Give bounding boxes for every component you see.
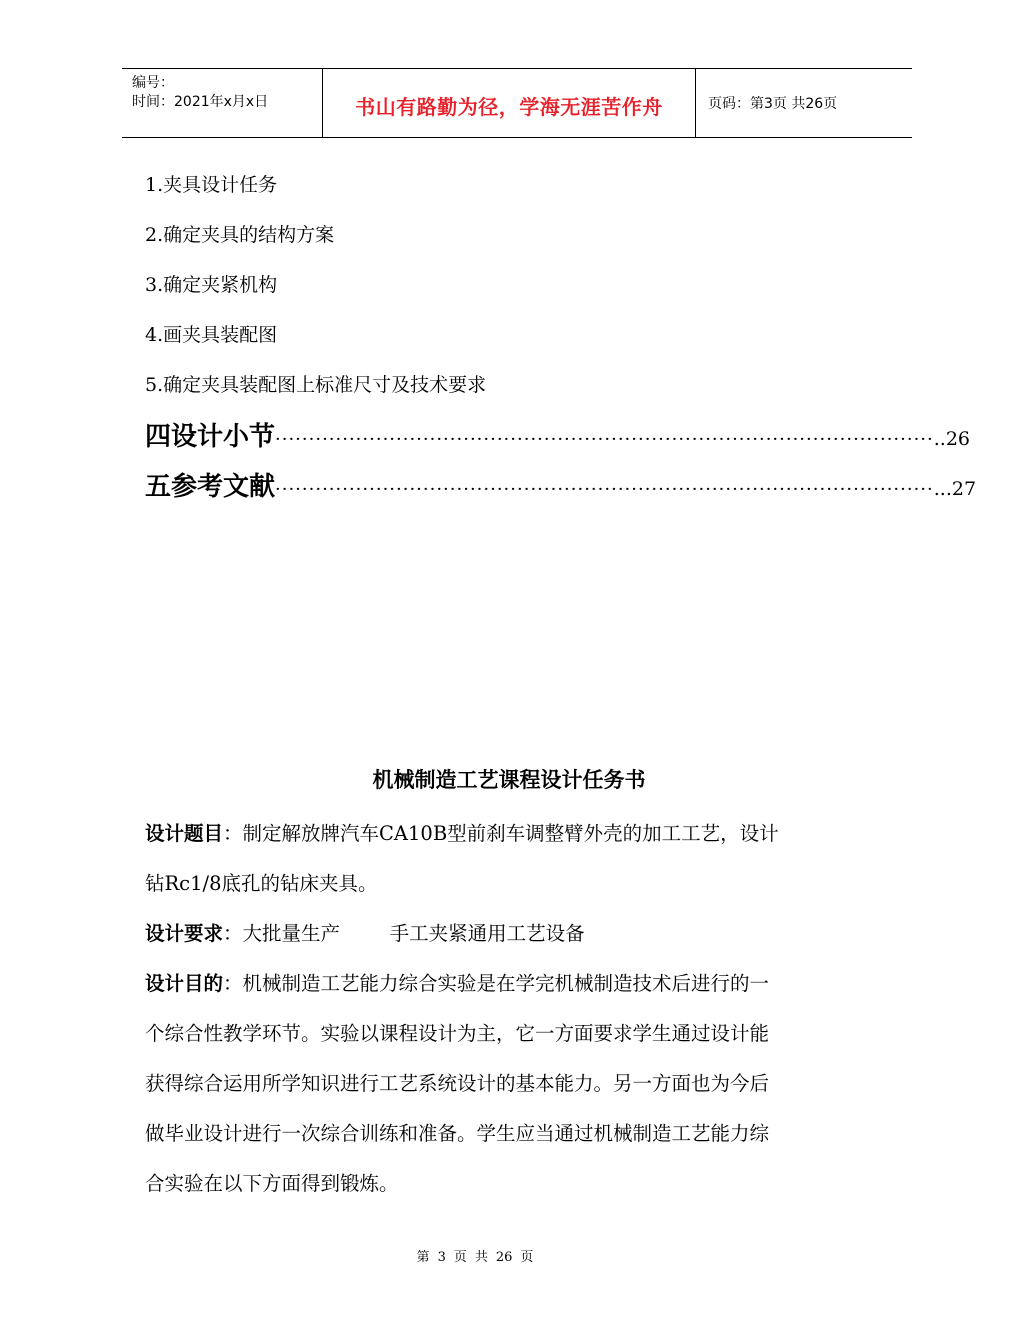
topic-label: 设计题目 <box>145 822 224 845</box>
purpose-line: 获得综合运用所学知识进行工艺系统设计的基本能力。另一方面也为今后 <box>145 1072 770 1095</box>
header-page-cell <box>696 69 912 137</box>
header-meta-cell <box>122 69 323 137</box>
footer-total-pages: 26 <box>495 1250 513 1265</box>
toc-section-page: ...27 <box>933 478 977 500</box>
time-label: 时间：2021年x月x日 <box>132 94 269 110</box>
topic-line <box>145 818 779 846</box>
number-label: 编号： <box>132 75 174 91</box>
toc-section-references[interactable] <box>145 466 977 503</box>
requirement-label: 设计要求 <box>145 922 224 945</box>
footer-gong: 共 <box>474 1250 488 1265</box>
page-info: 页码：第3页 共26页 <box>708 96 838 112</box>
page-footer <box>0 1246 950 1265</box>
footer-ye: 页 <box>453 1250 467 1265</box>
purpose-line: 做毕业设计进行一次综合训练和准备。学生应当通过机械制造工艺能力综 <box>145 1122 770 1145</box>
toc-item[interactable]: 4.画夹具装配图 <box>145 324 278 346</box>
toc-section-summary[interactable] <box>145 416 971 453</box>
document-title: 机械制造工艺课程设计任务书 <box>372 768 646 792</box>
requirement-line <box>145 918 585 946</box>
toc-item[interactable]: 5.确定夹具装配图上标准尺寸及技术要求 <box>145 374 487 396</box>
purpose-line: 个综合性教学环节。实验以课程设计为主，它一方面要求学生通过设计能 <box>145 1022 770 1045</box>
purpose-line: 合实验在以下方面得到锻炼。 <box>145 1172 399 1195</box>
toc-section-page: ..26 <box>933 428 971 450</box>
purpose-text: ：机械制造工艺能力综合实验是在学完机械制造技术后进行的一 <box>223 972 770 995</box>
footer-page-number: 3 <box>437 1250 446 1265</box>
toc-section-label: 四设计小节 <box>145 422 276 452</box>
motto: 书山有路勤为径，学海无涯苦作舟 <box>355 95 663 119</box>
page-header <box>122 68 912 138</box>
toc-leader-dots: ·································································································· <box>275 479 934 500</box>
topic-line-2: 钻Rc1/8底孔的钻床夹具。 <box>145 872 378 895</box>
toc-item[interactable]: 2.确定夹具的结构方案 <box>145 224 335 246</box>
requirement-text: ：大批量生产 手工夹紧通用工艺设备 <box>223 922 585 945</box>
toc-section-label: 五参考文献 <box>145 472 276 502</box>
footer-di: 第 <box>416 1250 430 1265</box>
footer-ye: 页 <box>520 1250 534 1265</box>
toc-item[interactable]: 1.夹具设计任务 <box>145 174 278 196</box>
toc-item[interactable]: 3.确定夹紧机构 <box>145 274 278 296</box>
header-motto-cell <box>323 69 696 137</box>
toc-leader-dots: ·································································································· <box>275 429 934 450</box>
topic-text: ：制定解放牌汽车CA10B型前刹车调整臂外壳的加工工艺，设计 <box>223 822 779 845</box>
purpose-line <box>145 968 769 996</box>
purpose-label: 设计目的 <box>145 972 224 995</box>
